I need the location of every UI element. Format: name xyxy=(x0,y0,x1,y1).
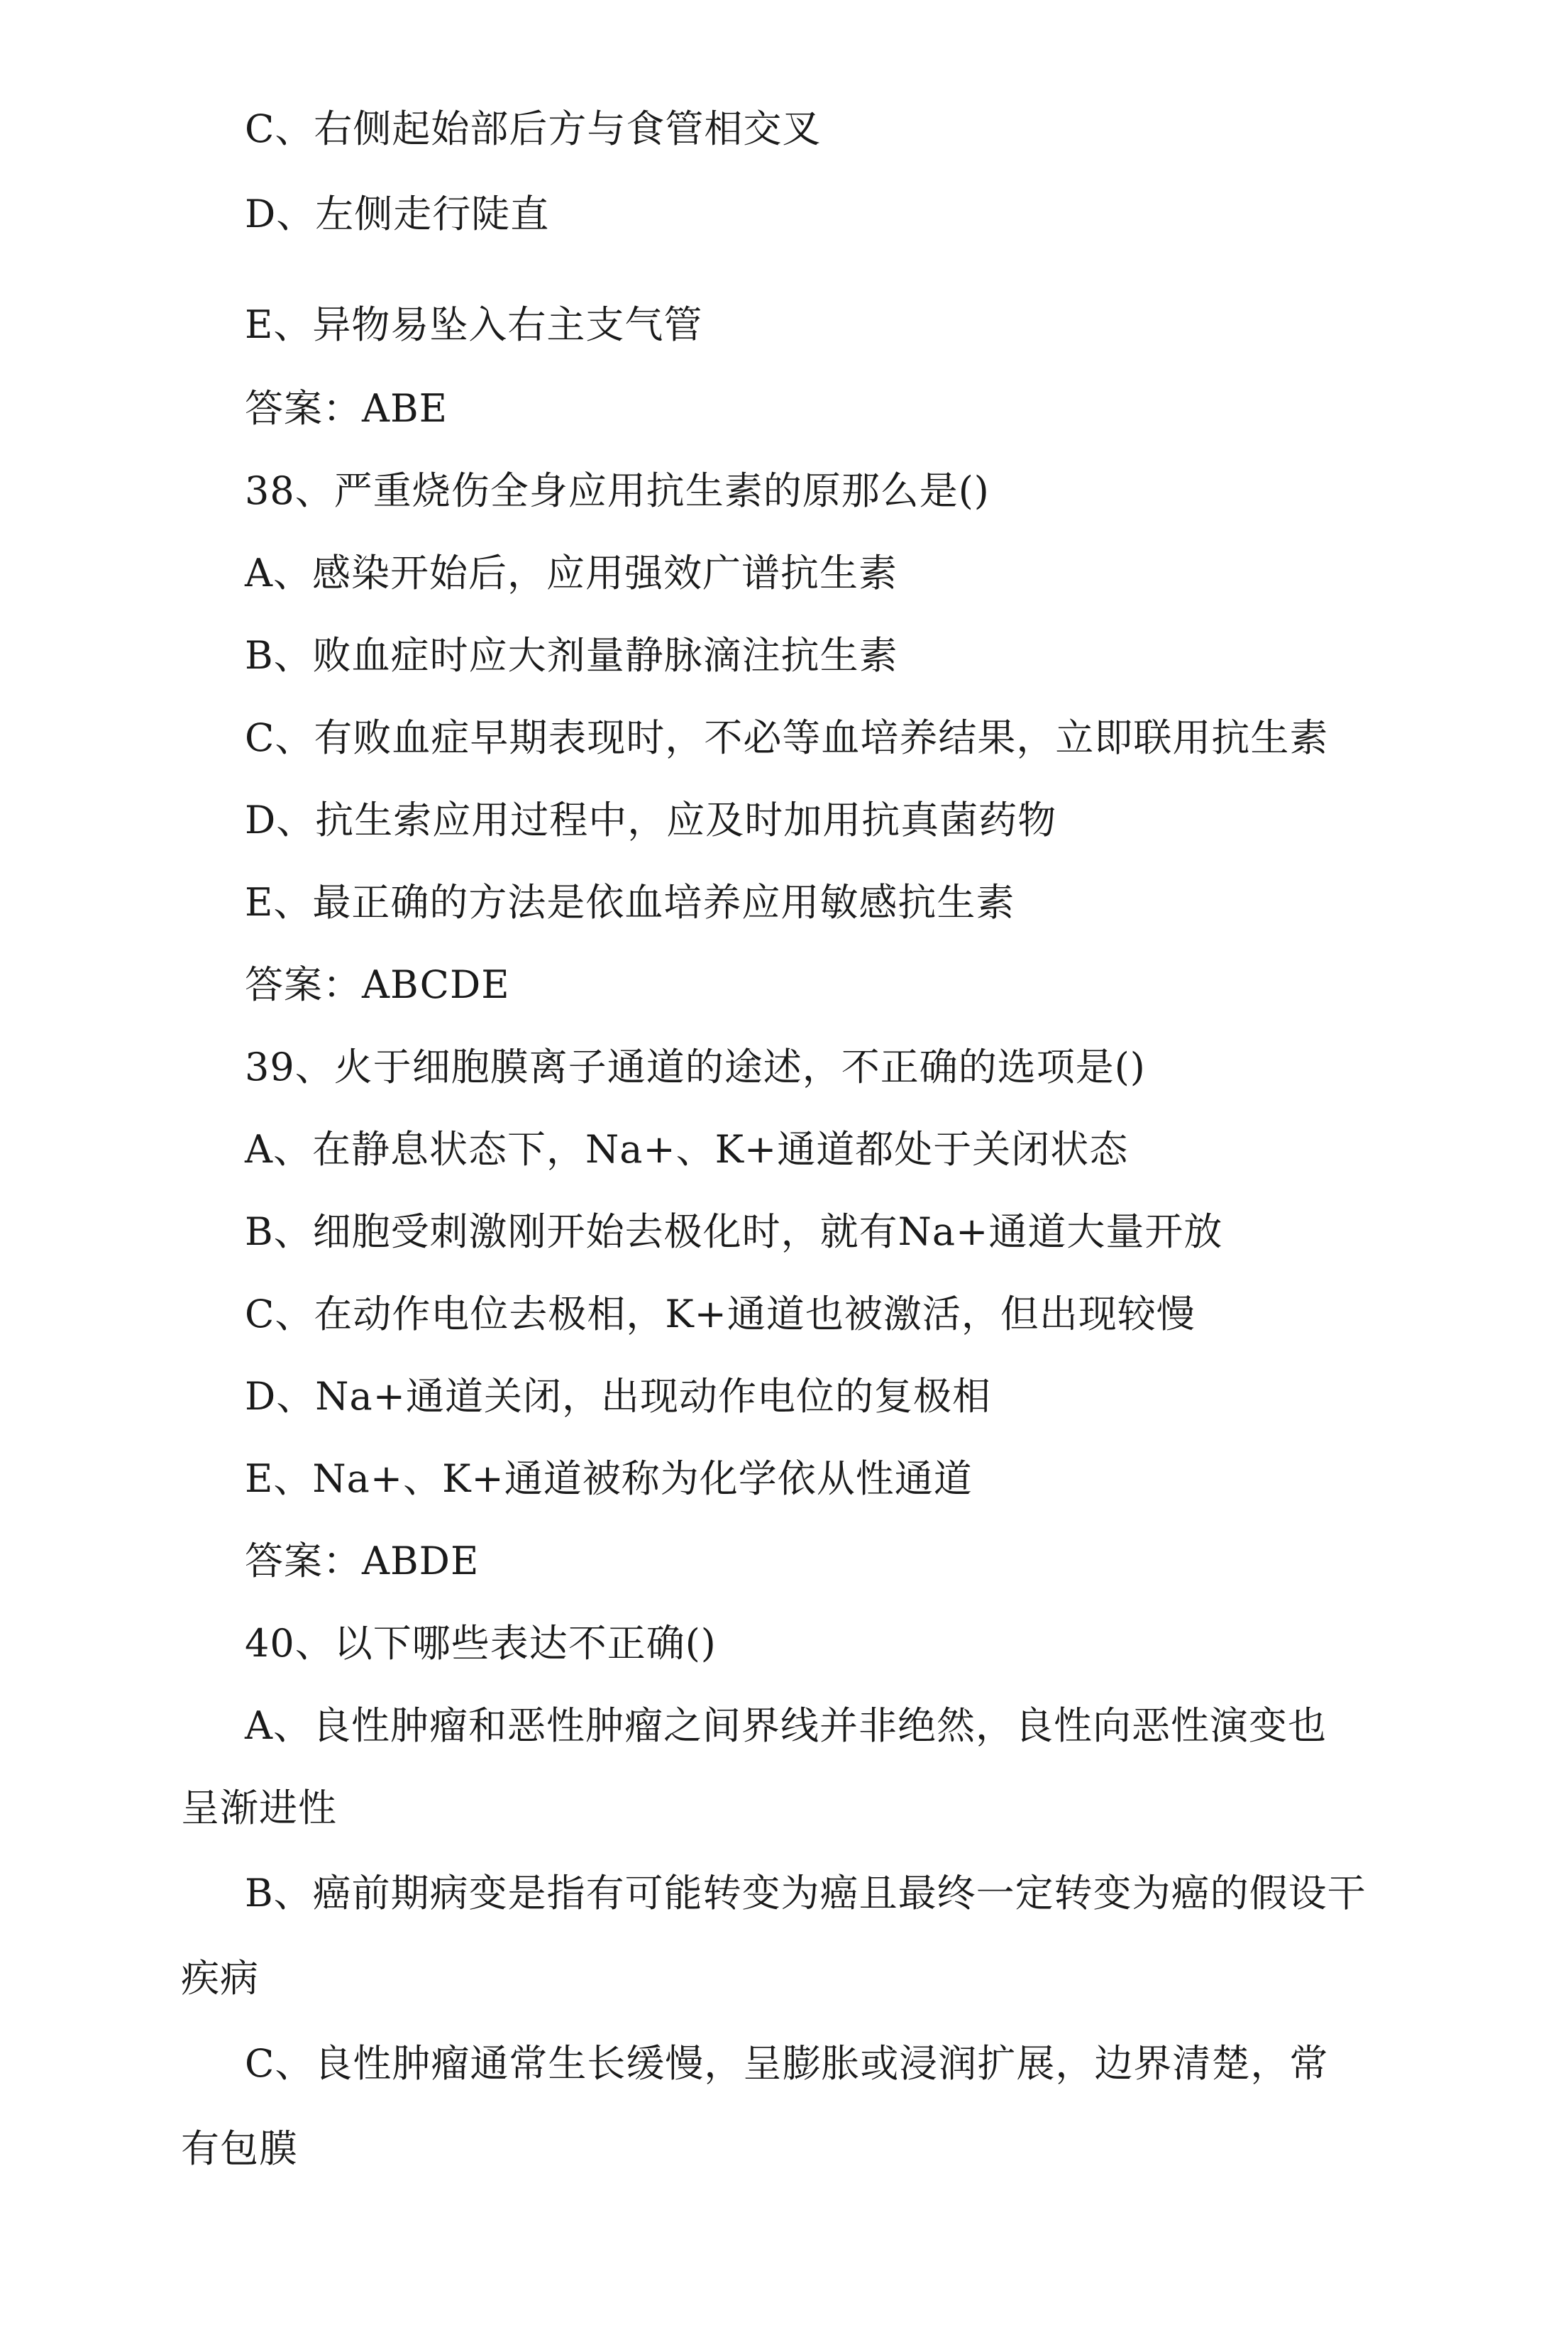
q40-option-a-continued: 呈渐进性 xyxy=(181,1786,337,1830)
q38-question: 38、严重烧伤全身应用抗生素的原那么是() xyxy=(245,468,990,513)
q39-option-b: B、细胞受刺激刚开始去极化时，就有Na+通道大量开放 xyxy=(245,1209,1223,1254)
q39-option-e: E、Na+、K+通道被称为化学依从性通道 xyxy=(245,1456,973,1501)
q39-question: 39、火于细胞膜离子通道的途述，不正确的选项是() xyxy=(245,1045,1146,1089)
q38-option-a: A、感染开始后，应用强效广谱抗生素 xyxy=(245,551,898,595)
q39-option-c: C、在动作电位去极相，K+通道也被激活，但出现较慢 xyxy=(245,1292,1196,1336)
q39-option-d: D、Na+通道关闭，出现动作电位的复极相 xyxy=(245,1374,991,1419)
q37-option-d: D、左侧走行陡直 xyxy=(245,192,550,236)
q40-option-a: A、良性肿瘤和恶性肿瘤之间界线并非绝然，良性向恶性演变也 xyxy=(245,1703,1327,1748)
q37-answer: 答案：ABE xyxy=(245,386,448,431)
q40-option-b: B、癌前期病变是指有可能转变为癌且最终一定转变为癌的假设干 xyxy=(245,1871,1367,1915)
q40-option-c-continued: 有包膜 xyxy=(181,2126,298,2171)
q38-option-d: D、抗生索应用过程中，应及时加用抗真菌药物 xyxy=(245,798,1057,842)
q39-answer: 答案：ABDE xyxy=(245,1539,480,1583)
q37-option-c: C、右侧起始部后方与食管相交叉 xyxy=(245,106,822,151)
q38-option-c: C、有败血症早期表现时，不必等血培养结果，立即联用抗生素 xyxy=(245,715,1329,760)
q40-option-c: C、良性肿瘤通常生长缓慢，呈膨胀或浸润扩展，边界清楚，常 xyxy=(245,2041,1329,2086)
q40-question: 40、以下哪些表达不正确() xyxy=(245,1621,717,1666)
q38-answer: 答案：ABCDE xyxy=(245,962,510,1007)
q39-option-a: A、在静息状态下，Na+、K+通道都处于关闭状态 xyxy=(245,1127,1129,1172)
q40-option-b-continued: 疾病 xyxy=(181,1956,259,2001)
q37-option-e: E、异物易坠入右主支气管 xyxy=(245,302,703,347)
q38-option-b: B、败血症时应大剂量静脉滴注抗生素 xyxy=(245,633,898,678)
q38-option-e: E、最正确的方法是依血培养应用敏感抗生素 xyxy=(245,880,1015,925)
